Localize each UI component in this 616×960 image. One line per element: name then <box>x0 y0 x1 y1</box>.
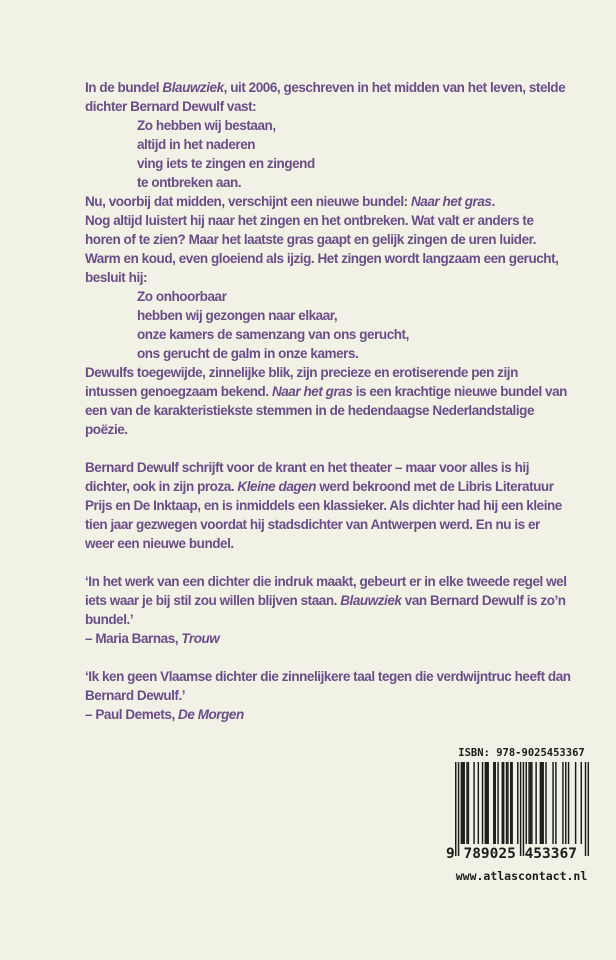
text: – Maria Barnas, <box>85 631 182 646</box>
text: Dewulfs toegewijde, zinnelijke blik, zijn precieze en erotiserende pen zijn intussen genoegzaam bekend. <box>85 365 518 399</box>
italic-text: Kleine dagen <box>237 479 317 494</box>
poem-line: ons gerucht de galm in onze kamers. <box>137 346 359 361</box>
poem-line: Zo onhoorbaar <box>137 289 227 304</box>
paragraph <box>85 363 571 439</box>
paragraph <box>85 192 571 287</box>
italic-text: Blauwziek <box>162 80 224 95</box>
poem-line: Zo hebben wij bestaan, <box>137 118 276 133</box>
text: In de bundel <box>85 80 163 95</box>
text: Nog altijd luistert hij naar het zingen en het ontbreken. Wat valt er anders te horen of te zien? Maar het laatste gras gaapt en gelijk zingen de uren luider. Warm en koud, even gloeiend als ijzig. Het zingen wordt langzaam een gerucht, besluit hij: <box>85 213 559 285</box>
italic-text: Blauwziek <box>340 593 402 608</box>
poem-line: hebben wij gezongen naar elkaar, <box>137 308 338 323</box>
text: – Paul Demets, <box>85 707 179 722</box>
poem-block <box>137 116 571 192</box>
poem-line: ving iets te zingen en zingend <box>137 156 315 171</box>
text: ‘Ik ken geen Vlaamse dichter die zinnelijkere taal tegen die verdwijntruc heeft dan Bernard Dewulf.’ <box>85 669 571 703</box>
paragraph-gap <box>85 553 571 572</box>
paragraph <box>85 667 571 705</box>
poem-line: onze kamers de samenzang van ons gerucht, <box>137 327 409 342</box>
poem-line: te ontbreken aan. <box>137 175 242 190</box>
barcode <box>455 762 589 858</box>
paragraph-gap <box>85 439 571 458</box>
text: werd bekroond met de Libris Literatuur Prijs en De Inktaap, en is inmiddels een klassieker. Als dichter had hij een kleine tien jaar gezwegen voordat hij stadsdichter van Antwerpen werd. En nu is er weer een nieuwe bundel. <box>85 479 562 551</box>
publisher-website: www.atlascontact.nl <box>455 869 588 883</box>
isbn-label: ISBN: 978-9025453367 <box>458 747 585 759</box>
text: van Bernard Dewulf is zo’n bundel.’ <box>85 593 566 627</box>
barcode-block <box>446 747 594 883</box>
paragraph <box>85 78 571 116</box>
text: is een krachtige nieuwe bundel van een van de karakteristiekste stemmen in de hedendaagse Nederlandstalige poëzie. <box>85 384 567 437</box>
barcode-number: 9 789025 453367 <box>446 846 577 862</box>
italic-text: Naar het gras <box>411 194 492 209</box>
text: . <box>491 194 495 209</box>
text: , uit 2006, geschreven in het midden van het leven, stelde dichter Bernard Dewulf vast: <box>85 80 566 114</box>
italic-text: Naar het gras <box>271 384 353 399</box>
italic-text: Trouw <box>181 631 220 646</box>
blurb-text <box>85 78 571 724</box>
text: Nu, voorbij dat midden, verschijnt een nieuwe bundel: <box>85 194 411 209</box>
text: ‘In het werk van een dichter die indruk maakt, gebeurt er in elke tweede regel wel iets waar je bij stil zou willen blijven staan. <box>85 574 567 608</box>
paragraph <box>85 705 571 724</box>
paragraph <box>85 572 571 629</box>
paragraph <box>85 458 571 553</box>
poem-line: altijd in het naderen <box>137 137 256 152</box>
italic-text: De Morgen <box>178 707 244 722</box>
text: Bernard Dewulf schrijft voor de krant en het theater – maar voor alles is hij dichter, ook in zijn proza. <box>85 460 529 494</box>
paragraph <box>85 629 571 648</box>
poem-block <box>137 287 571 363</box>
paragraph-gap <box>85 648 571 667</box>
